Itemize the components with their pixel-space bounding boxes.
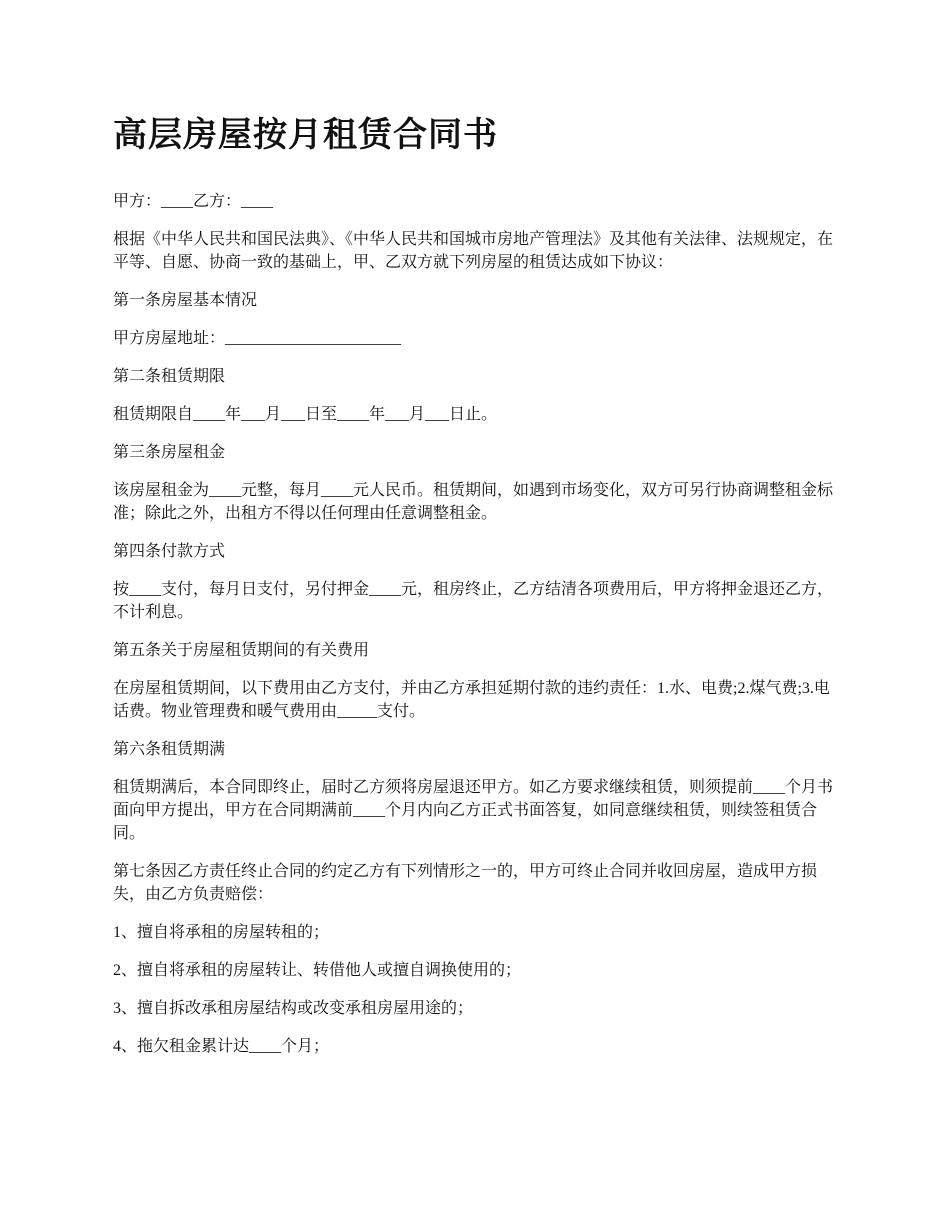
list-item: 3、擅自拆改承租房屋结构或改变承租房屋用途的； xyxy=(113,1000,474,1017)
article-4-heading: 第四条付款方式 xyxy=(113,543,226,560)
article-1-heading: 第一条房屋基本情况 xyxy=(113,292,258,309)
article-6-heading: 第六条租赁期满 xyxy=(113,741,226,758)
document-title: 高层房屋按月租赁合同书 xyxy=(113,117,498,154)
list-item: 4、拖欠租金累计达____个月； xyxy=(113,1038,330,1055)
article-4-body: 按____支付，每月日支付，另付押金____元，租房终止，乙方结清各项费用后，甲方将押金退还乙方，不计利息。 xyxy=(113,581,834,621)
list-item: 2、擅自将承租的房屋转让、转借他人或擅自调换使用的； xyxy=(113,962,522,979)
list-item: 1、擅自将承租的房屋转租的； xyxy=(113,924,330,941)
article-3-body: 该房屋租金为____元整，每月____元人民币。租赁期间，如遇到市场变化，双方可另行协商调整租金标准；除此之外，出租方不得以任何理由任意调整租金。 xyxy=(113,482,834,522)
party-line: 甲方：____乙方：____ xyxy=(113,193,274,210)
article-7-body: 第七条因乙方责任终止合同的约定乙方有下列情形之一的，甲方可终止合同并收回房屋，造成甲方损失，由乙方负责赔偿： xyxy=(113,863,818,903)
article-2-body: 租赁期限自____年___月___日至____年___月___日止。 xyxy=(113,406,498,423)
article-3-heading: 第三条房屋租金 xyxy=(113,444,226,461)
article-1-body: 甲方房屋地址：______________________ xyxy=(113,330,402,347)
document-page xyxy=(113,112,845,1073)
article-5-heading: 第五条关于房屋租赁期间的有关费用 xyxy=(113,642,370,659)
article-5-body: 在房屋租赁期间，以下费用由乙方支付，并由乙方承担延期付款的违约责任：1.水、电费;2.煤气费;3.电话费。物业管理费和暖气费用由_____支付。 xyxy=(113,680,830,720)
article-6-body: 租赁期满后，本合同即终止，届时乙方须将房屋退还甲方。如乙方要求继续租赁，则须提前____个月书面向甲方提出，甲方在合同期满前____个月内向乙方正式书面答复，如同意继续租赁，则续签租赁合同。 xyxy=(113,779,834,842)
article-2-heading: 第二条租赁期限 xyxy=(113,368,226,385)
preamble-paragraph: 根据《中华人民共和国民法典》、《中华人民共和国城市房地产管理法》及其他有关法律、法规规定，在平等、自愿、协商一致的基础上，甲、乙双方就下列房屋的租赁达成如下协议： xyxy=(113,231,834,271)
